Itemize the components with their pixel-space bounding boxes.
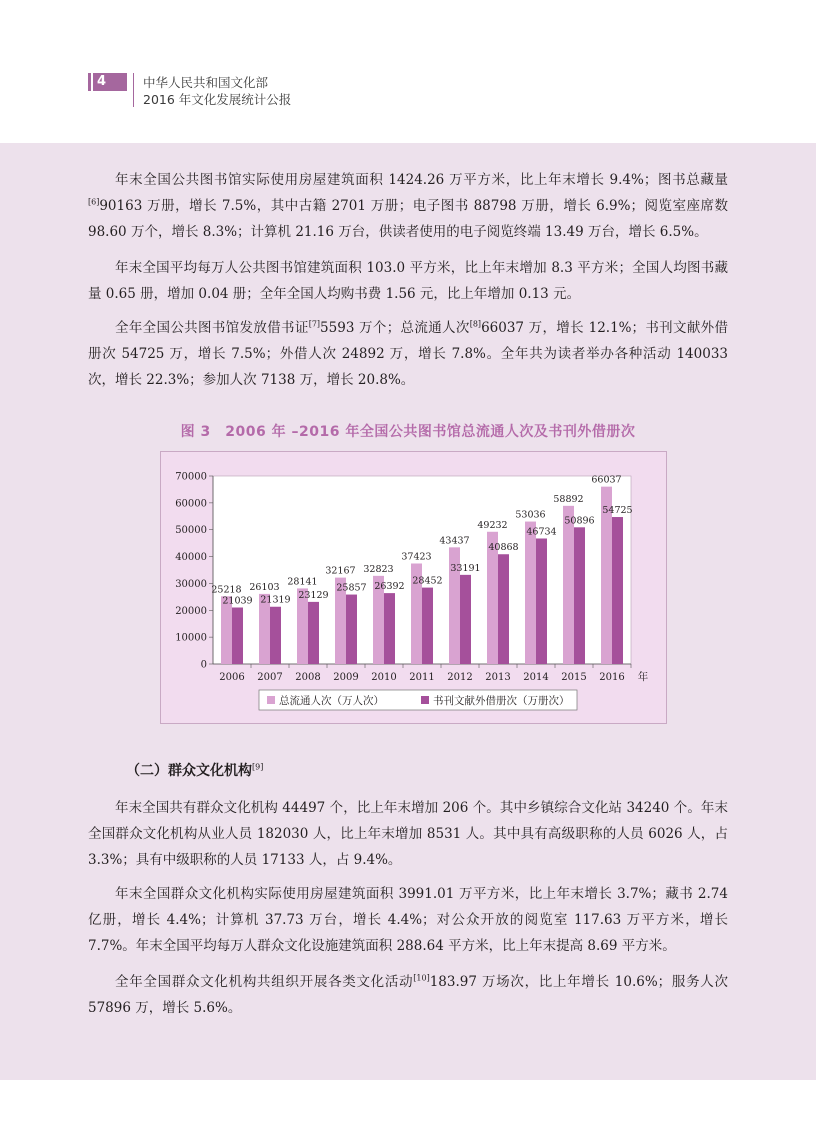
data-label-total-circulation: 26103 — [249, 581, 280, 593]
data-label-book-loans: 50896 — [564, 515, 595, 527]
legend-swatch-book-loans — [421, 696, 429, 704]
y-tick-label: 10000 — [175, 632, 207, 644]
header-divider — [133, 73, 134, 107]
page-header — [0, 0, 816, 143]
data-label-book-loans: 28452 — [412, 575, 443, 587]
x-tick-label: 2012 — [447, 672, 473, 683]
paragraph-circulation — [88, 315, 728, 393]
y-tick-label: 30000 — [175, 578, 207, 590]
data-label-book-loans: 33191 — [450, 562, 481, 574]
x-tick-label: 2015 — [561, 672, 587, 683]
bar-book-loans — [574, 527, 585, 664]
legend-label-book-loans: 书刊文献外借册次（万册次） — [433, 695, 570, 707]
footnote-ref: [7] — [308, 319, 321, 329]
data-label-total-circulation: 66037 — [591, 474, 622, 486]
chart-frame — [160, 451, 667, 724]
x-tick-label: 2016 — [599, 672, 625, 683]
x-axis-label: 年 — [637, 671, 649, 683]
paragraph-library-area — [88, 167, 728, 245]
footnote-ref: [10] — [413, 973, 430, 983]
data-label-total-circulation: 43437 — [439, 535, 470, 547]
data-label-book-loans: 25857 — [336, 582, 367, 594]
data-label-total-circulation: 32167 — [325, 565, 356, 577]
data-label-book-loans: 21039 — [222, 595, 253, 607]
legend-swatch-total-circulation — [267, 696, 275, 704]
x-tick-label: 2011 — [409, 672, 435, 683]
paragraph-text: 66037 万，增长 12.1%；书刊文献外借册次 54725 万，增长 7.5%；外借人次 24892 万，增长 7.8%。全年共为读者举办各种活动 140033 次，增长 22.3%；参加人次 7138 万，增长 20.8%。 — [88, 320, 728, 388]
bar-book-loans — [536, 538, 547, 664]
bar-total-circulation — [563, 506, 574, 664]
data-label-total-circulation: 28141 — [287, 576, 318, 588]
bar-book-loans — [384, 593, 395, 664]
bar-chart — [161, 452, 666, 723]
data-label-book-loans: 54725 — [602, 505, 633, 517]
x-tick-label: 2009 — [333, 672, 359, 683]
page-number: 4 — [93, 73, 127, 91]
paragraph-text: 5593 万个；总流通人次 — [320, 320, 470, 336]
paragraph-text: 全年全国公共图书馆发放借书证 — [115, 320, 309, 336]
x-tick-label: 2013 — [485, 672, 511, 683]
legend-label-total-circulation: 总流通人次（万人次） — [279, 695, 384, 707]
data-label-book-loans: 26392 — [374, 581, 405, 593]
figure-title: 图 3 2006 年 –2016 年全国公共图书馆总流通人次及书刊外借册次 — [180, 424, 636, 440]
data-label-total-circulation: 25218 — [211, 584, 242, 596]
paragraph-mass-culture-area: 年末全国群众文化机构实际使用房屋建筑面积 3991.01 万平方米，比上年末增长 3.7%；藏书 2.74 亿册，增长 4.4%；计算机 37.73 万台，增长 4.4%；对公众开放的阅览室 117.63 万平方米，增长 7.7%。年末全国平均每万人群众文化设施建筑面积 288.64 平方米，比上年末提高 8.69 平方米。 — [88, 886, 728, 954]
data-label-total-circulation: 32823 — [363, 563, 394, 575]
data-label-book-loans: 40868 — [488, 542, 519, 554]
y-tick-label: 0 — [200, 659, 207, 671]
x-tick-label: 2014 — [523, 672, 549, 683]
bar-book-loans — [346, 595, 357, 664]
data-label-book-loans: 21319 — [260, 594, 291, 606]
y-tick-label: 60000 — [175, 498, 207, 510]
data-label-total-circulation: 53036 — [515, 509, 546, 521]
y-tick-label: 20000 — [175, 605, 207, 617]
header-title-line1: 中华人民共和国文化部 — [143, 75, 269, 90]
x-tick-label: 2008 — [295, 672, 321, 683]
paragraph-text: 年末全国公共图书馆实际使用房屋建筑面积 1424.26 万平方米，比上年末增长 9.4%；图书总藏量 — [115, 172, 728, 188]
bar-book-loans — [498, 554, 509, 664]
bar-book-loans — [270, 607, 281, 664]
paragraph-mass-culture-count: 年末全国共有群众文化机构 44497 个，比上年末增加 206 个。其中乡镇综合文化站 34240 个。年末全国群众文化机构从业人员 182030 人，比上年末增加 8531 人。其中具有高级职称的人员 6026 人，占 3.3%；具有中级职称的人员 17133 人，占 9.4%。 — [88, 800, 728, 868]
footnote-ref: [8] — [469, 319, 482, 329]
section-heading-text: （二）群众文化机构 — [126, 763, 252, 779]
y-tick-label: 50000 — [175, 525, 207, 537]
paragraph-per-capita: 年末全国平均每万人公共图书馆建筑面积 103.0 平方米，比上年末增加 8.3 平方米；全国人均图书藏量 0.65 册，增加 0.04 册；全年全国人均购书费 1.56 元，比上年增加 0.13 元。 — [88, 260, 728, 302]
bar-book-loans — [422, 588, 433, 664]
data-label-total-circulation: 49232 — [477, 519, 508, 531]
y-tick-label: 70000 — [175, 471, 207, 483]
bar-book-loans — [308, 602, 319, 664]
header-title-line2: 2016 年文化发展统计公报 — [143, 92, 292, 107]
bar-book-loans — [460, 575, 471, 664]
bar-book-loans — [612, 517, 623, 664]
paragraph-text: 90163 万册，增长 7.5%，其中古籍 2701 万册；电子图书 88798 万册，增长 6.9%；阅览室座席数 98.60 万个，增长 8.3%；计算机 21.16 万台，供读者使用的电子阅览终端 13.49 万台，增长 6.5%。 — [88, 198, 728, 240]
page-number-bar — [88, 73, 91, 91]
x-tick-label: 2006 — [219, 672, 245, 683]
paragraph-text: 全年全国群众文化机构共组织开展各类文化活动 — [115, 974, 414, 990]
data-label-total-circulation: 58892 — [553, 493, 584, 505]
footnote-ref: [6] — [88, 197, 100, 207]
data-label-book-loans: 23129 — [298, 589, 329, 601]
y-tick-label: 40000 — [175, 552, 207, 564]
bar-total-circulation — [525, 522, 536, 664]
data-label-total-circulation: 37423 — [401, 551, 432, 563]
data-label-book-loans: 46734 — [526, 526, 557, 538]
section-heading — [126, 760, 263, 780]
bar-book-loans — [232, 607, 243, 664]
footnote-ref: [9] — [252, 762, 264, 772]
paragraph-activities — [88, 969, 728, 1021]
x-tick-label: 2010 — [371, 672, 397, 683]
paragraph-text: 183.97 万场次，比上年增长 10.6%；服务人次 57896 万，增长 5.6%。 — [88, 974, 728, 1016]
x-tick-label: 2007 — [257, 672, 283, 683]
